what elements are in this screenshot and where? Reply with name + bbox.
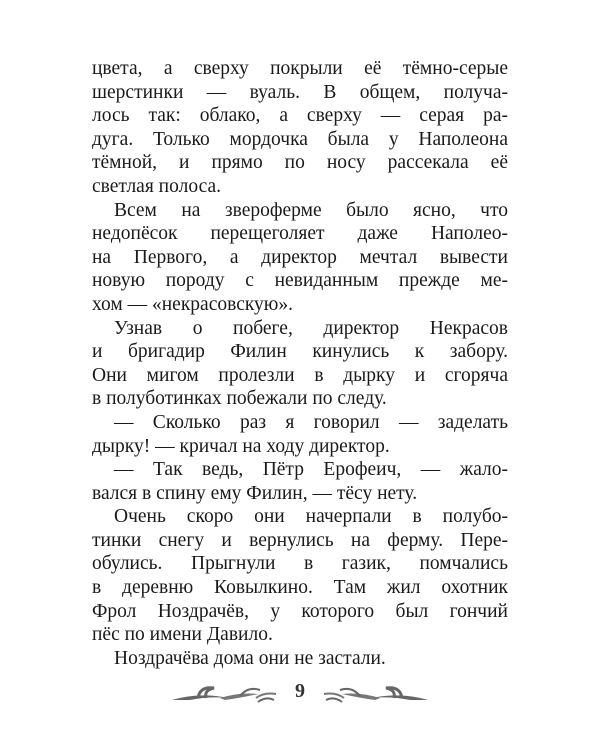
text-line: в полуботинках побежали по следу.: [92, 388, 387, 410]
paragraph: [92, 317, 508, 411]
text-line: новую породу с невиданным прежде ме-: [92, 270, 508, 292]
text-line: дуга. Только мордочка была у Наполеона: [92, 128, 508, 150]
text-line: Очень скоро они начерпали в полубо-: [114, 506, 508, 528]
text-line: и бригадир Филин кинулись к забору.: [92, 341, 508, 363]
paragraph: [92, 411, 508, 458]
text-line: пёс по имени Давило.: [92, 624, 273, 646]
text-line: шерстинки — вуаль. В общем, получа-: [92, 81, 508, 103]
text-line: тёмной, и прямо по носу рассекала её: [92, 152, 508, 174]
text-line: обулись. Прыгнули в газик, помчались: [92, 553, 508, 575]
paragraph: [92, 647, 508, 671]
page-number: 9: [295, 680, 305, 702]
text-line: Всем на звероферме было ясно, что: [114, 199, 508, 221]
text-line: Узнав о побеге, директор Некрасов: [114, 317, 508, 339]
right-flourish-ornament-icon: [320, 684, 430, 706]
text-line: Ноздрачёва дома они не застали.: [114, 647, 386, 669]
text-line: лось так: облако, а сверху — серая ра-: [92, 105, 508, 127]
text-line: Фрол Ноздрачёв, у которого был гончий: [92, 600, 508, 622]
paragraph: [92, 458, 508, 505]
text-line: недопёсок перещеголяет даже Наполео-: [92, 223, 508, 245]
text-line: тинки снегу и вернулись на ферму. Пере-: [92, 529, 508, 551]
text-line: цвета, а сверху покрыли её тёмно-серые: [92, 58, 508, 79]
text-line: в деревню Ковылкино. Там жил охотник: [92, 577, 508, 599]
text-line: светлая полоса.: [92, 175, 221, 197]
text-line: дырку! — кричал на ходу директор.: [92, 435, 390, 457]
paragraph: [92, 57, 508, 199]
page-footer: [170, 680, 430, 710]
paragraph: [92, 505, 508, 647]
text-line: — Сколько раз я говорил — заделать: [114, 411, 508, 433]
text-line: — Так ведь, Пётр Ерофеич, — жало-: [114, 459, 508, 481]
paragraph: [92, 199, 508, 317]
text-line: на Первого, а директор мечтал вывести: [92, 246, 508, 268]
text-line: вался в спину ему Филин, — тёсу нету.: [92, 482, 418, 504]
text-line: Они мигом пролезли в дырку и сгоряча: [92, 364, 508, 386]
body-text: [92, 57, 508, 670]
text-line: хом — «некрасовскую».: [92, 293, 293, 315]
